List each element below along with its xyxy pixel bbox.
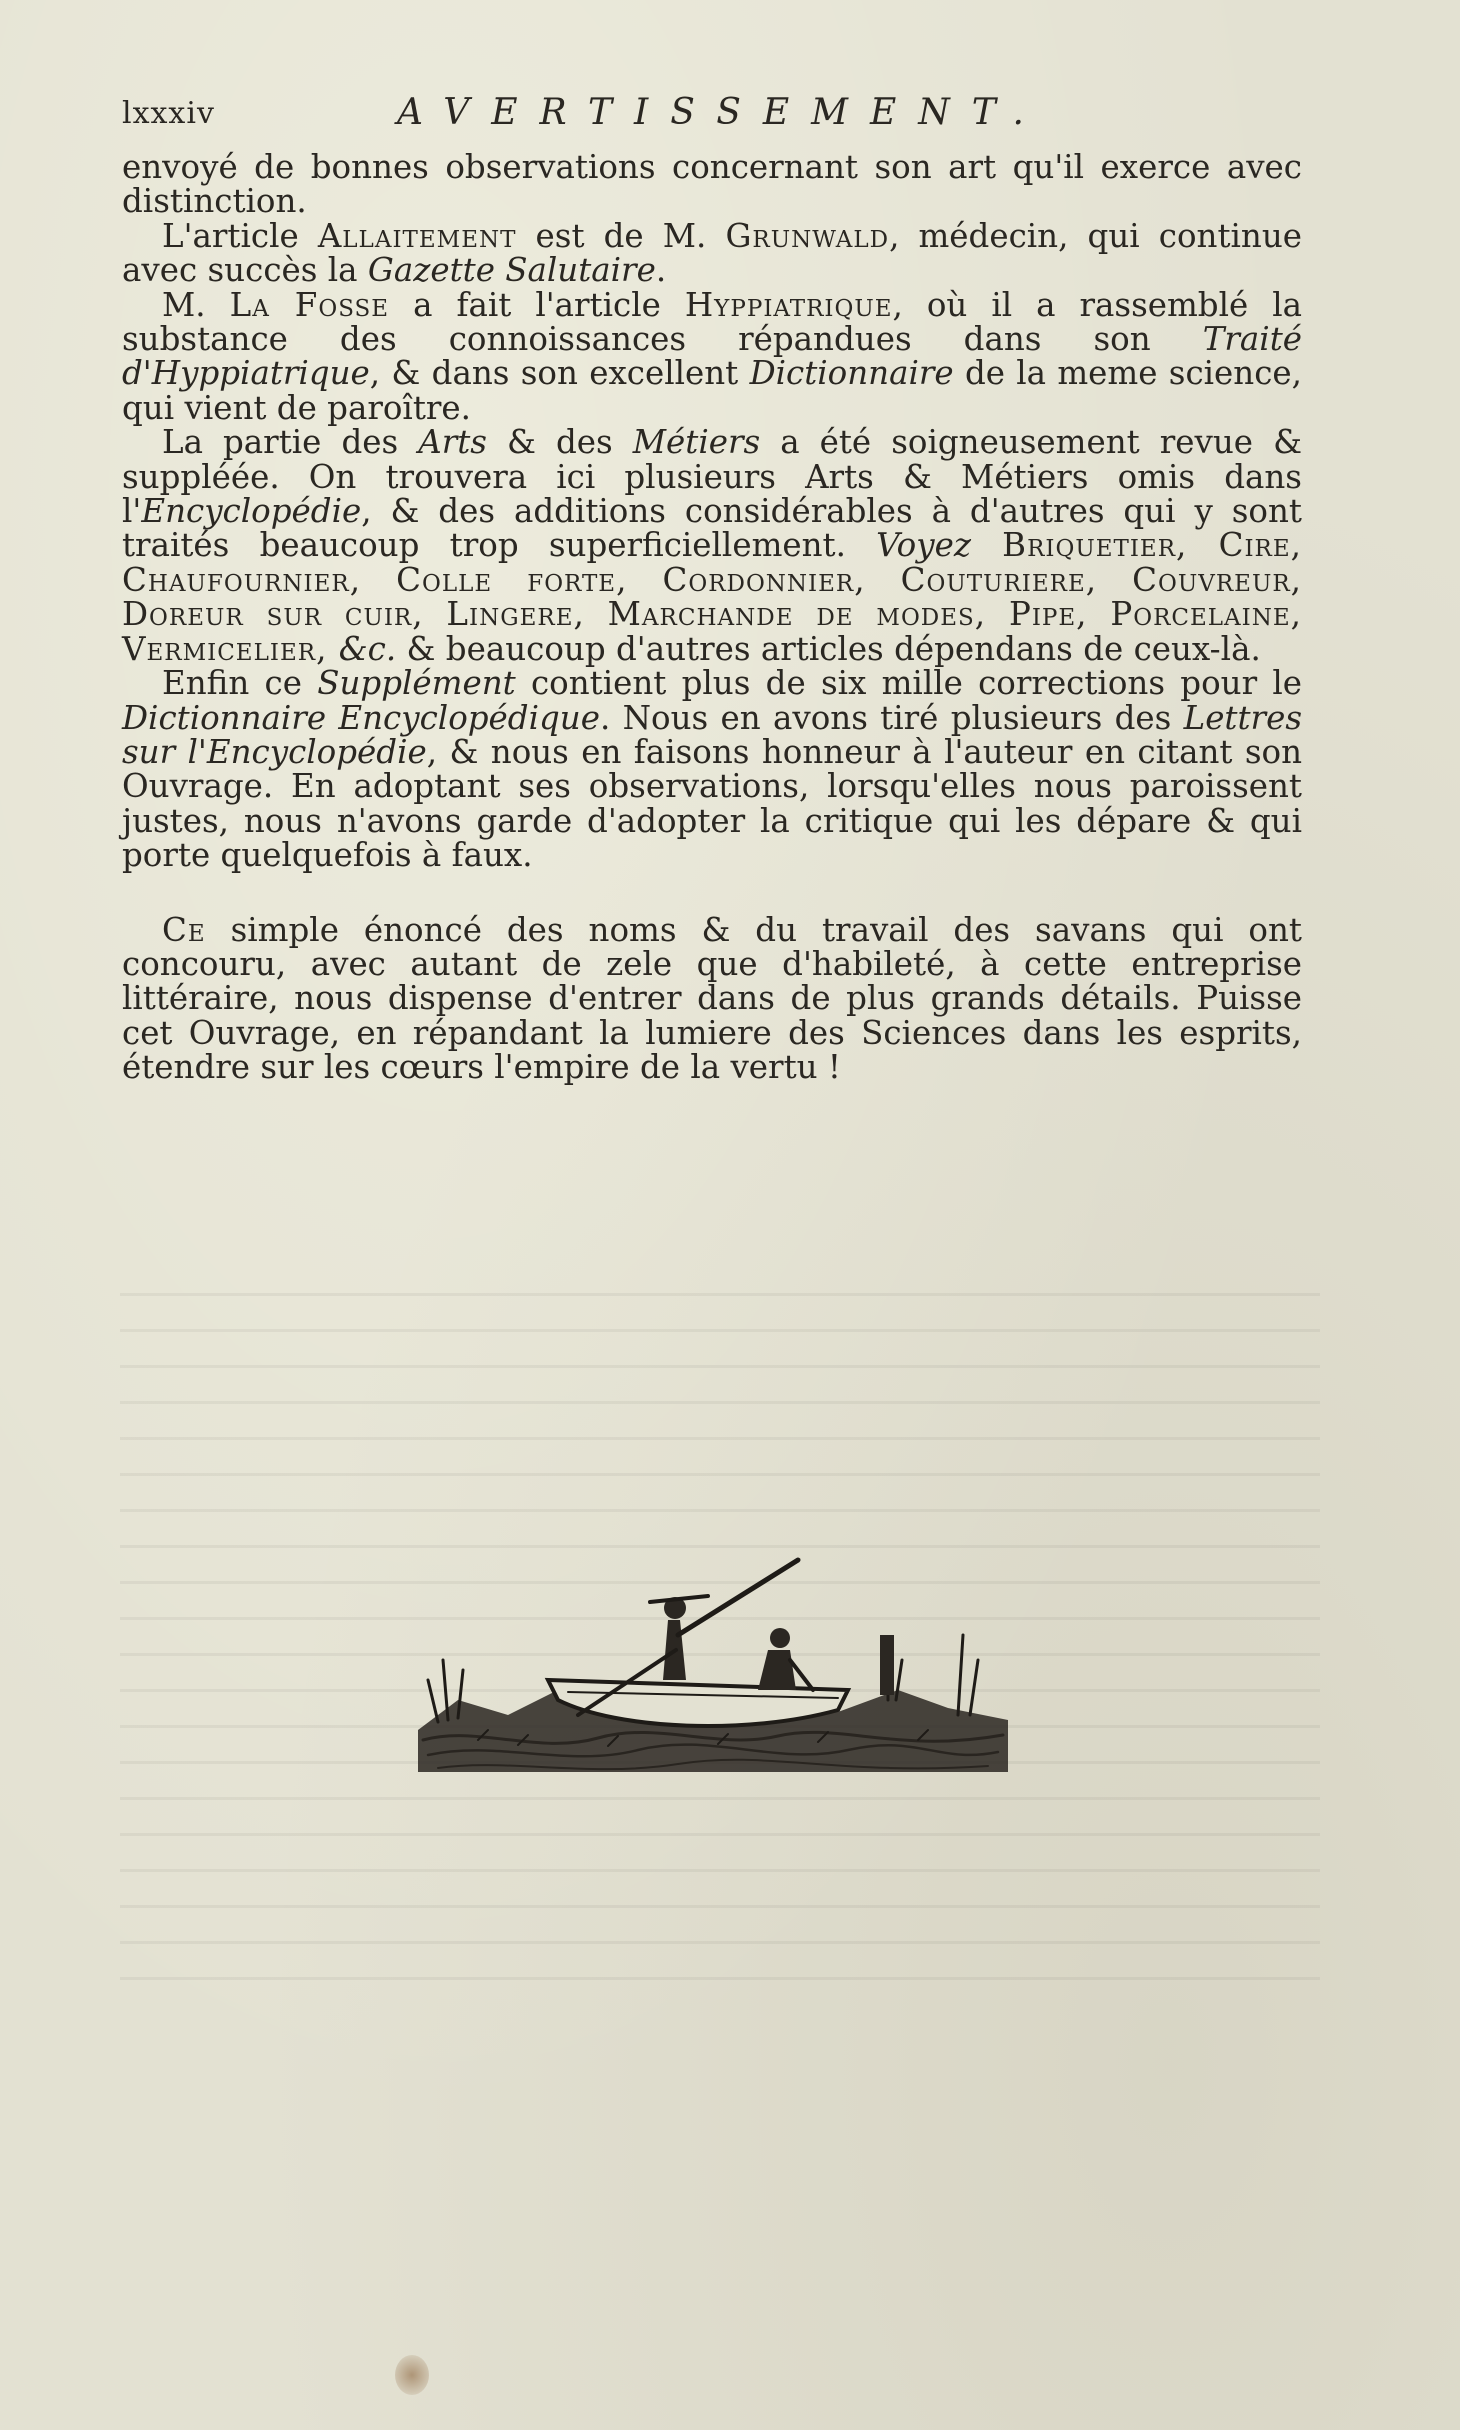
title-italic: Supplément: [317, 664, 516, 703]
running-head: AVERTISSEMENT.: [397, 92, 1046, 133]
text-run: , où il a rassemblé la substance des connoissances répandues dans son: [122, 285, 1303, 359]
paragraph-allaitement: [122, 216, 1302, 290]
text-run: a été soigneusement revue & suppléée. On trouvera ici plusieurs Arts & Métiers omis dans l': [122, 423, 1303, 531]
paragraph-arts-metiers: [122, 425, 1302, 666]
text-run: , & des additions considérables à d'autres qui y sont traités beaucoup trop superficiellement.: [122, 492, 1302, 565]
text-run: a fait l'article: [389, 285, 685, 324]
page-header: [122, 92, 1302, 146]
title-italic: Encyclopédie: [141, 492, 362, 531]
text-run: .: [655, 251, 667, 290]
text-run: Enfin ce: [162, 664, 318, 703]
page-number: lxxxiv: [122, 96, 215, 131]
article-list: Briquetier, Cire, Chaufournier, Colle forte, Cordonnier, Couturiere, Couvreur, Doreur sur cuir, Lingere, Marchande de modes, Pipe, Porcelaine, Vermicelier,: [122, 526, 1302, 668]
text-run: & beaucoup d'autres articles dépendans de ceux-là.: [396, 629, 1261, 668]
text-run: , médecin, qui continue avec succès la: [122, 216, 1302, 290]
title-italic: Traité d'Hyppiatrique: [122, 320, 1302, 393]
text-run: & des: [486, 423, 633, 462]
boat-fishermen-woodcut-icon: [418, 1540, 1008, 1790]
text-run: simple énoncé des noms & du travail des savans qui ont concouru, avec autant de zele que d'habileté, à cette entreprise littéraire, nous dispense d'entrer dans de plus grands détails. Puisse cet Ouvrage, en répandant la lumiere des Sciences dans les esprits, étendre sur les cœurs l'empire de la vertu !: [122, 910, 1302, 1087]
paragraph-corrections: [122, 664, 1302, 875]
paragraph-closing: [122, 910, 1302, 1087]
italic-term: &c.: [338, 629, 397, 668]
text-run: , & nous en faisons honneur à l'auteur en citant son Ouvrage. En adoptant ses observations, lorsqu'elles nous paroissent justes, nous n'avons garde d'adopter la critique qui les dépare & qui porte quelquefois à faux.: [122, 732, 1302, 875]
text-run: contient plus de six mille corrections pour le: [515, 664, 1302, 703]
italic-term: Voyez: [876, 526, 971, 565]
body-text: [122, 150, 1302, 1085]
text-run: L'article: [162, 216, 318, 255]
text-run: . Nous en avons tiré plusieurs des: [599, 698, 1184, 737]
italic-term: Métiers: [632, 423, 761, 462]
text-run: M.: [162, 285, 230, 324]
text-run: de la meme science, qui vient de paroître.: [122, 354, 1302, 427]
title-italic: Gazette Salutaire: [367, 251, 656, 290]
small-caps-lead: Ce: [162, 910, 206, 949]
title-italic: Dictionnaire Encyclopédique: [122, 698, 600, 737]
title-italic: Lettres sur l'Encyclopédie: [122, 698, 1302, 771]
paragraph-continuation: envoyé de bonnes observations concernant son art qu'il exerce avec distinction.: [122, 148, 1302, 221]
paragraph-hyppiatrique: [122, 285, 1303, 427]
article-name: Allaitement: [317, 216, 517, 255]
paper-stain: [395, 2355, 429, 2395]
text-run: , & dans son excellent: [369, 354, 750, 393]
text-run: est de M.: [516, 216, 726, 255]
text-run: La partie des: [162, 423, 419, 462]
italic-term: Arts: [418, 423, 487, 462]
author-name: Grunwald: [725, 216, 890, 255]
paragraph-gap: [122, 873, 1302, 913]
article-name: Hyppiatrique: [684, 285, 893, 324]
title-italic: Dictionnaire: [749, 354, 954, 393]
author-name: La Fosse: [229, 285, 390, 324]
